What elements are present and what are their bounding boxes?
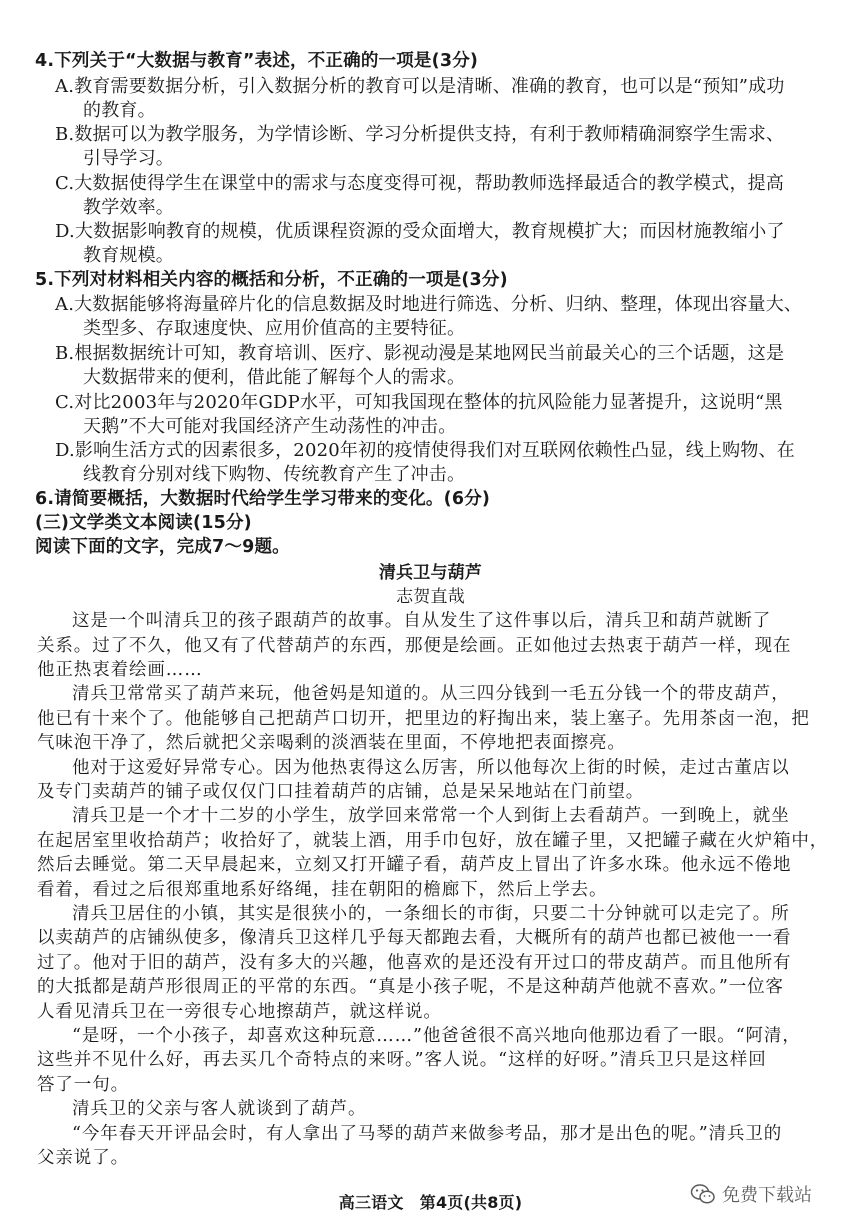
q4-option-d-line1: D.大数据影响教育的规模，优质课程资源的受众面增大，教育规模扩大；而因材施教缩小了 <box>55 221 785 242</box>
watermark <box>690 1180 812 1208</box>
story-line: “是呀，一个小孩子，却喜欢这种玩意……”他爸爸很不高兴地向他那边看了一眼。“阿清， <box>72 1026 801 1046</box>
story-line: 这些并不见什么好，再去买几个奇特点的来呀。”客人说。“这样的好呀。”清兵卫只是这样回 <box>37 1050 767 1070</box>
q4-option-d-line2: 教育规模。 <box>83 245 174 266</box>
q4-option-c-line2: 教学效率。 <box>83 197 174 218</box>
q4-option-a-line1: A.教育需要数据分析，引入数据分析的教育可以是清晰、准确的教育，也可以是“预知”成功 <box>55 76 785 97</box>
story-line: 看着，看过之后很郑重地系好络绳，挂在朝阳的檐廊下，然后上学去。 <box>37 880 608 900</box>
q5-option-a-line1: A.大数据能够将海量碎片化的信息数据及时地进行筛选、分析、归纳、整理，体现出容量大、 <box>55 294 803 315</box>
q4-option-c-line1: C.大数据使得学生在课堂中的需求与态度变得可视，帮助教师选择最适合的教学模式，提高 <box>55 173 785 194</box>
story-line: 在起居室里收拾葫芦；收拾好了，就装上酒，用手巾包好，放在罐子里，又把罐子藏在火炉箱中， <box>37 831 829 851</box>
q5-option-a-line2: 类型多、存取速度快、应用价值高的主要特征。 <box>83 318 466 339</box>
story-line: 清兵卫居住的小镇，其实是很狭小的，一条细长的市街，只要二十分钟就可以走完了。所 <box>72 904 790 924</box>
story-line: “今年春天开评品会时，有人拿出了马琴的葫芦来做参考品，那才是出色的呢。”清兵卫的 <box>72 1124 783 1144</box>
story-line: 过了。他对于旧的葫芦，没有多大的兴趣，他喜欢的是还没有开过口的带皮葫芦。而且他所有 <box>37 953 792 973</box>
story-line: 答了一句。 <box>37 1075 129 1095</box>
question-4-stem: 4.下列关于“大数据与教育”表述，不正确的一项是(3分) <box>35 51 479 71</box>
page-footer: 高三语文 第4页(共8页) <box>338 1193 523 1212</box>
story-line: 这是一个叫清兵卫的孩子跟葫芦的故事。自从发生了这件事以后，清兵卫和葫芦就断了 <box>72 611 772 631</box>
q5-option-b-line2: 大数据带来的便利，借此能了解每个人的需求。 <box>83 367 466 388</box>
q4-option-a-line2: 的教育。 <box>83 100 156 121</box>
story-line: 以卖葫芦的店铺纵使多，像清兵卫这样几乎每天都跑去看，大概所有的葫芦也都已被他一一看 <box>37 928 792 948</box>
q5-option-b-line1: B.根据数据统计可知，教育培训、医疗、影视动漫是某地网民当前最关心的三个话题，这是 <box>55 343 785 364</box>
story-line: 他已有十来个了。他能够自己把葫芦口切开，把里边的籽掏出来，装上塞子。先用茶卤一泡，把 <box>37 709 810 729</box>
q5-option-d-line1: D.影响生活方式的因素很多，2020年初的疫情使得我们对互联网依赖性凸显，线上购物、在 <box>55 440 795 461</box>
story-line: 他对于这爱好异常专心。因为他热衷得这么厉害，所以他每次上街的时候，走过古董店以 <box>72 758 790 778</box>
section-heading: (三)文学类文本阅读(15分) <box>35 513 252 533</box>
q4-option-b-line1: B.数据可以为教学服务，为学情诊断、学习分析提供支持，有利于教师精确洞察学生需求、 <box>55 124 785 145</box>
watermark-text: 免费下载站 <box>722 1185 812 1206</box>
q5-option-c-line1: C.对比2003年与2020年GDP水平，可知我国现在整体的抗风险能力显著提升，这说明“黑 <box>55 392 783 413</box>
story-line: 及专门卖葫芦的铺子或仅仅门口挂着葫芦的店铺，总是呆呆地站在门前望。 <box>37 782 645 802</box>
q4-option-b-line2: 引导学习。 <box>83 148 174 169</box>
story-line: 然后去睡觉。第二天早晨起来，立刻又打开罐子看，葫芦皮上冒出了许多水珠。他永远不倦地 <box>37 855 792 875</box>
story-line: 气味泡干净了，然后就把父亲喝剩的淡酒装在里面，不停地把表面擦亮。 <box>37 733 626 753</box>
story-line: 清兵卫的父亲与客人就谈到了葫芦。 <box>72 1099 367 1119</box>
story-author: 志贺直哉 <box>396 587 465 607</box>
story-line: 清兵卫常常买了葫芦来玩，他爸妈是知道的。从三四分钱到一毛五分钱一个的带皮葫芦， <box>72 684 790 704</box>
story-line: 的大抵都是葫芦形很周正的平常的东西。“真是小孩子呢，不是这种葫芦他就不喜欢。”一位客 <box>37 977 784 997</box>
q5-option-c-line2: 天鹅”不大可能对我国经济产生动荡性的冲击。 <box>83 416 457 437</box>
wechat-icon <box>690 1183 716 1205</box>
question-6: 6.请简要概括，大数据时代给学生学习带来的变化。(6分) <box>35 489 491 509</box>
story-line: 清兵卫是一个才十二岁的小学生，放学回来常常一个人到街上去看葫芦。一到晚上，就坐 <box>72 806 790 826</box>
story-line: 关系。过了不久，他又有了代替葫芦的东西，那便是绘画。正如他过去热衷于葫芦一样，现在 <box>37 636 792 656</box>
q5-option-d-line2: 线教育分别对线下购物、传统教育产生了冲击。 <box>83 464 466 485</box>
reading-instruction: 阅读下面的文字，完成7～9题。 <box>35 537 290 557</box>
story-title: 清兵卫与葫芦 <box>378 563 483 583</box>
question-5-stem: 5.下列对材料相关内容的概括和分析，不正确的一项是(3分) <box>35 270 508 290</box>
story-line: 他正热衷着绘画…… <box>37 660 203 680</box>
story-line: 人看见清兵卫在一旁很专心地擦葫芦，就这样说。 <box>37 1002 442 1022</box>
story-line: 父亲说了。 <box>37 1148 129 1168</box>
